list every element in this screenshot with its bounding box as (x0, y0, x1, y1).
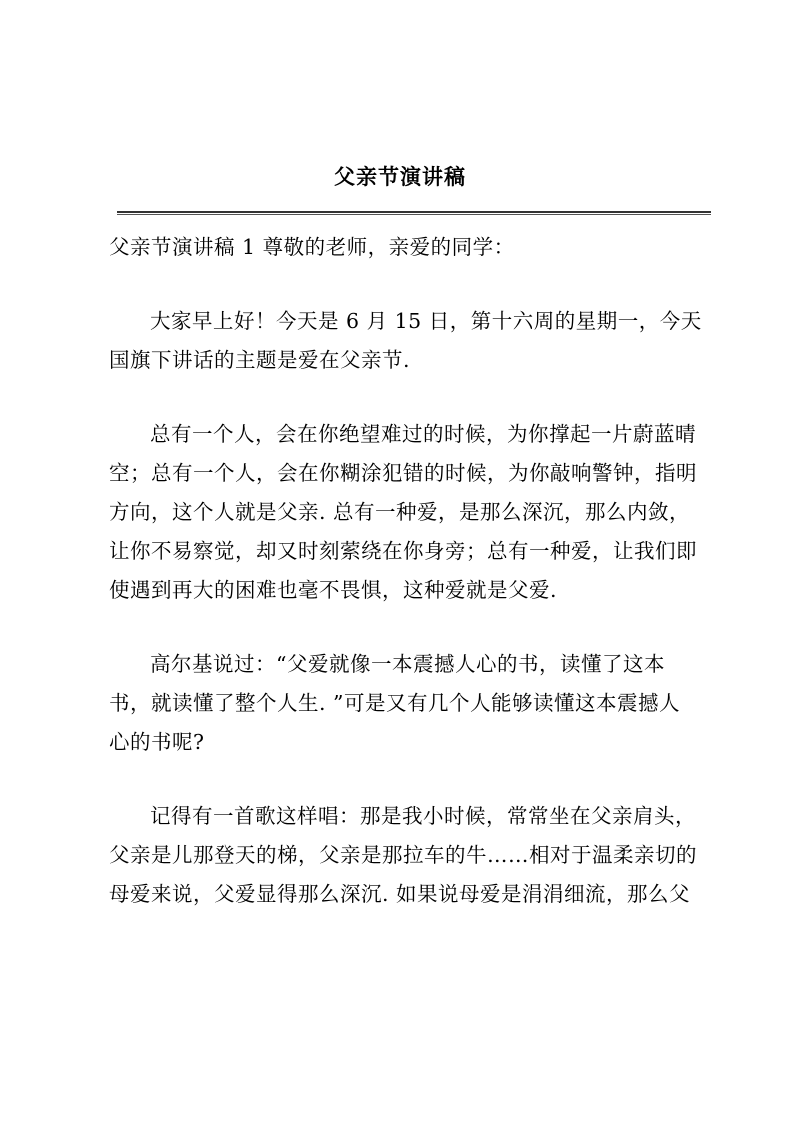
document-title: 父亲节演讲稿 (334, 164, 466, 189)
paragraph-4 (109, 645, 715, 762)
paragraph-line: 空；总有一个人，会在你糊涂犯错的时候，为你敲响警钟，指明 (109, 461, 697, 485)
paragraph-line: 让你不易察觉，却又时刻萦绕在你身旁；总有一种爱，让我们即 (109, 539, 697, 563)
paragraph-1 (109, 228, 715, 267)
paragraph-line: 母爱来说，父爱显得那么深沉. 如果说母爱是涓涓细流，那么父 (109, 882, 691, 906)
paragraph-line: 记得有一首歌这样唱：那是我小时候，常常坐在父亲肩头， (150, 804, 696, 828)
paragraph-line: 书，就读懂了整个人生. ”可是又有几个人能够读懂这本震撼人 (109, 691, 681, 715)
paragraph-line: 高尔基说过：“父爱就像一本震撼人心的书，读懂了这本 (150, 652, 665, 676)
paragraph-line: 大家早上好！今天是 6 月 15 日，第十六周的星期一，今天 (150, 309, 702, 333)
paragraph-3 (109, 415, 715, 610)
title-divider (117, 211, 711, 215)
paragraph-line: 父亲是儿那登天的梯，父亲是那拉车的牛……相对于温柔亲切的 (109, 843, 697, 867)
paragraph-line: 父亲节演讲稿 1 尊敬的老师，亲爱的同学： (109, 235, 515, 259)
paragraph-2 (109, 302, 715, 380)
paragraph-line: 总有一个人，会在你绝望难过的时候，为你撑起一片蔚蓝晴 (150, 422, 696, 446)
paragraph-line: 方向，这个人就是父亲. 总有一种爱，是那么深沉，那么内敛， (109, 500, 691, 524)
paragraph-line: 使遇到再大的困难也毫不畏惧，这种爱就是父爱. (109, 578, 558, 602)
paragraph-line: 心的书呢? (109, 730, 205, 754)
paragraph-line: 国旗下讲话的主题是爱在父亲节. (109, 348, 411, 372)
document-body (109, 228, 715, 949)
paragraph-5 (109, 797, 715, 914)
